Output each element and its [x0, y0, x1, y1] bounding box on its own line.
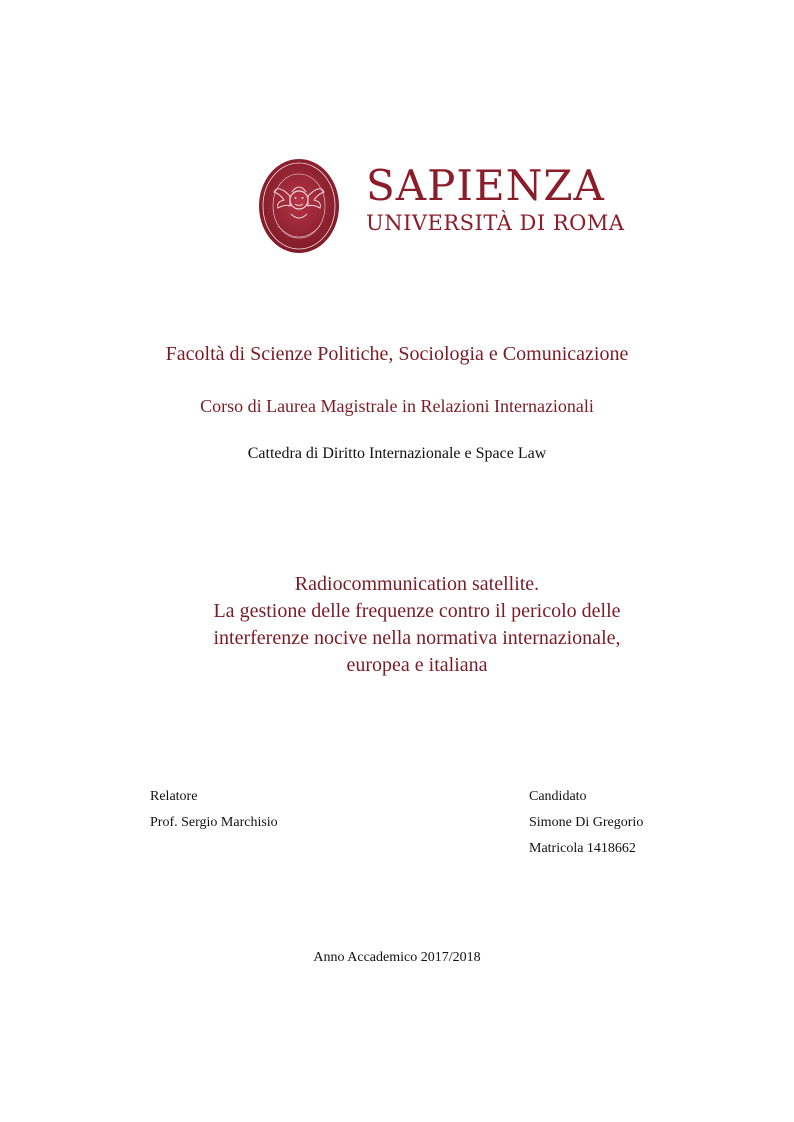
thesis-title-line: europea e italiana	[346, 654, 488, 676]
university-wordmark	[366, 161, 625, 238]
candidate-name: Simone Di Gregorio	[529, 815, 644, 830]
university-subname: UNIVERSITÀ DI ROMA	[366, 211, 625, 235]
university-name: SAPIENZA	[366, 161, 605, 210]
faculty-name: Facoltà di Scienze Politiche, Sociologia e Comunicazione	[165, 343, 629, 365]
thesis-title-line: Radiocommunication satellite.	[294, 573, 540, 595]
thesis-title-line: interferenze nocive nella normativa internazionale,	[213, 627, 621, 649]
candidate-matricola: Matricola 1418662	[529, 841, 636, 856]
academic-year: Anno Accademico 2017/2018	[313, 950, 481, 965]
university-logo	[258, 156, 625, 256]
thesis-title-line: La gestione delle frequenze contro il pericolo delle	[213, 600, 621, 622]
supervisor-label: Relatore	[150, 789, 198, 804]
chair-name: Cattedra di Diritto Internazionale e Space Law	[247, 445, 547, 462]
thesis-title	[0, 571, 794, 679]
seal-icon	[258, 156, 340, 256]
course-name: Corso di Laurea Magistrale in Relazioni Internazionali	[200, 396, 594, 416]
supervisor-name: Prof. Sergio Marchisio	[150, 815, 278, 830]
candidate-label: Candidato	[529, 789, 587, 804]
